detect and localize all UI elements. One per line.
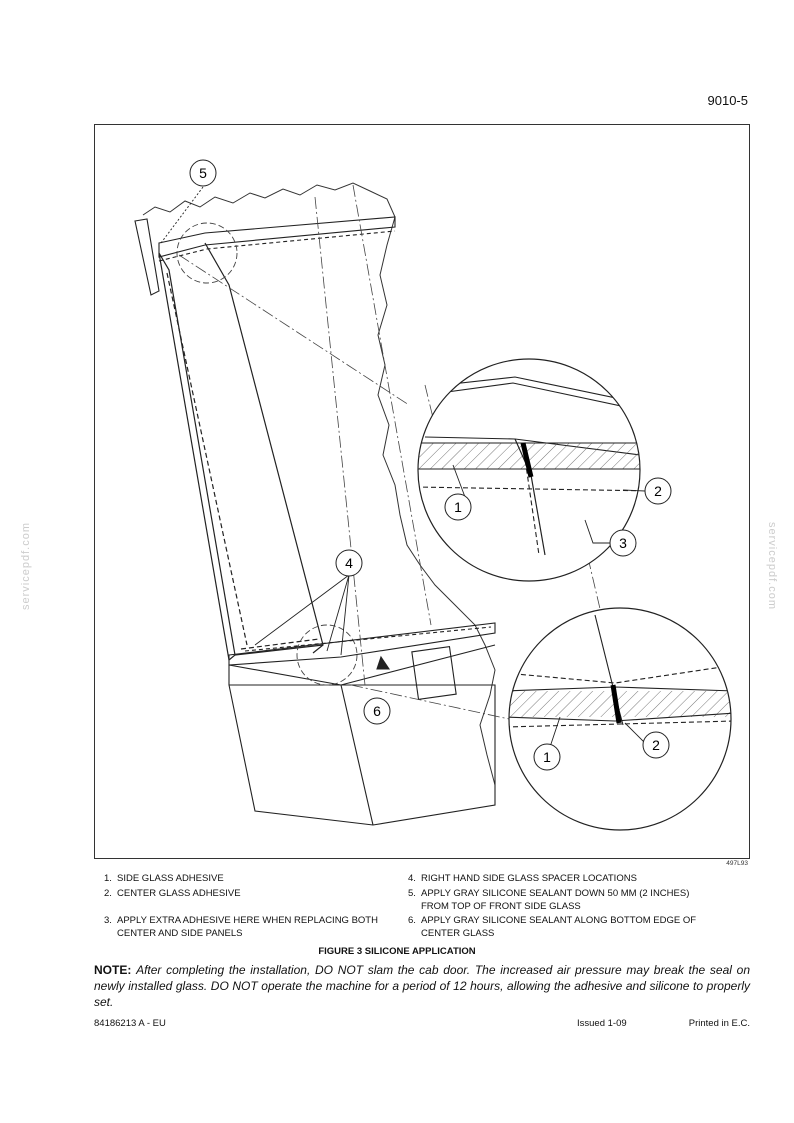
svg-text:5: 5: [199, 165, 207, 181]
legend-item-3: [104, 915, 409, 940]
svg-text:4: 4: [345, 555, 353, 571]
callout-1-top: [445, 494, 471, 520]
legend-num: 4.: [408, 873, 416, 884]
lower-console: [229, 645, 495, 825]
callout-2-top: [645, 478, 671, 504]
svg-text:1: 1: [543, 749, 551, 765]
footer-issued: Issued 1-09: [577, 1018, 627, 1029]
watermark-right: servicepdf.com: [765, 522, 778, 610]
upper-header-frame: [135, 217, 395, 295]
legend-item-4: [408, 873, 713, 886]
svg-text:1: 1: [454, 499, 462, 515]
detail-circle-lower: [297, 625, 357, 685]
svg-text:2: 2: [654, 483, 662, 499]
footer-doc-number: 84186213 A - EU: [94, 1018, 166, 1029]
callout-1-bottom: [534, 744, 560, 770]
legend-item-2: [104, 888, 409, 901]
note-label: NOTE:: [94, 963, 132, 977]
callout-3: [610, 530, 636, 556]
legend-item-6: [408, 915, 713, 940]
legend-text: APPLY GRAY SILICONE SEALANT ALONG BOTTOM EDGE OF CENTER GLASS: [421, 915, 697, 939]
legend-text: RIGHT HAND SIDE GLASS SPACER LOCATIONS: [421, 873, 637, 884]
detail-view-bottom: [505, 608, 735, 830]
detail-circle-upper: [177, 223, 237, 283]
note-text: After completing the installation, DO NOT slam the cab door. The increased air pressure may break the seal on newly installed glass. DO NOT operate the machine for a period of 12 hours, allowing the adhesive and silicone to properly set.: [94, 963, 750, 1009]
side-glass-panel: [159, 243, 323, 660]
legend-num: 1.: [104, 873, 112, 884]
legend-text: CENTER GLASS ADHESIVE: [117, 888, 241, 899]
torn-top-edge: [143, 183, 395, 217]
legend-text: SIDE GLASS ADHESIVE: [117, 873, 224, 884]
legend-num: 6.: [408, 915, 416, 926]
page-number: 9010-5: [707, 93, 748, 108]
legend-text: APPLY GRAY SILICONE SEALANT DOWN 50 MM (2 INCHES) FROM TOP OF FRONT SIDE GLASS: [421, 888, 690, 912]
footer-printed: Printed in E.C.: [688, 1018, 750, 1029]
figure-caption: FIGURE 3 SILICONE APPLICATION: [318, 946, 476, 957]
legend-text: APPLY EXTRA ADHESIVE HERE WHEN REPLACING BOTH CENTER AND SIDE PANELS: [117, 915, 378, 939]
callout-5: [190, 160, 216, 186]
legend-num: 2.: [104, 888, 112, 899]
callout-2-bottom: [643, 732, 669, 758]
svg-text:2: 2: [652, 737, 660, 753]
note-paragraph: [94, 962, 750, 1010]
figure-frame: [94, 124, 750, 859]
callout-6: [364, 698, 390, 724]
legend-num: 3.: [104, 915, 112, 926]
legend-num: 5.: [408, 888, 416, 899]
legend-item-1: [104, 873, 409, 886]
silicone-application-diagram: [95, 125, 750, 859]
svg-text:3: 3: [619, 535, 627, 551]
watermark-left: servicepdf.com: [19, 522, 32, 610]
callout-4: [336, 550, 362, 576]
legend-item-5: [408, 888, 713, 913]
svg-text:6: 6: [373, 703, 381, 719]
figure-code: 497L93: [726, 860, 748, 867]
